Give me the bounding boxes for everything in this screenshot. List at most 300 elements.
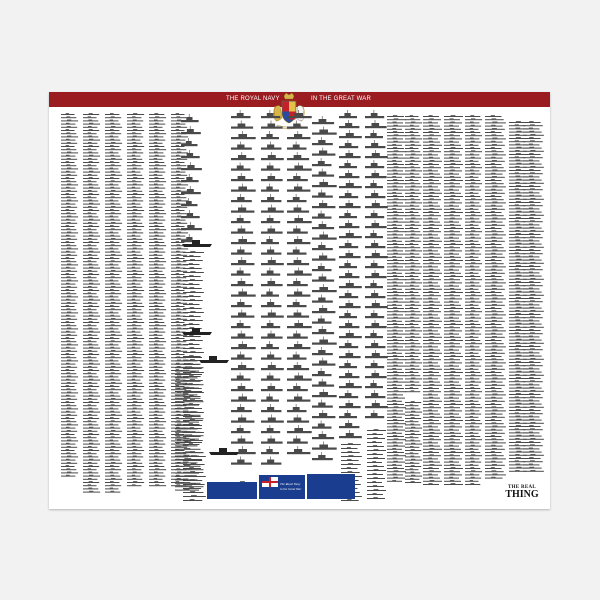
ship-silhouette — [83, 143, 97, 144]
ship-superstructure — [67, 184, 71, 185]
ship-silhouette — [485, 382, 503, 383]
ship-silhouette — [149, 133, 166, 134]
ship-superstructure — [176, 139, 180, 140]
ship-silhouette — [231, 389, 253, 391]
ship-silhouette — [61, 216, 78, 217]
ship-silhouette — [61, 341, 76, 342]
ship-superstructure — [410, 179, 413, 180]
ship-silhouette — [365, 136, 383, 138]
ship-silhouette — [83, 469, 97, 470]
ship-superstructure — [344, 313, 350, 316]
ship-superstructure — [516, 291, 521, 292]
ship-superstructure — [190, 419, 195, 420]
ship-silhouette — [405, 334, 419, 335]
ship-silhouette — [523, 279, 544, 280]
ship-superstructure — [67, 120, 71, 121]
ship-silhouette — [423, 420, 439, 421]
ship-silhouette — [405, 447, 419, 448]
ship-silhouette — [485, 286, 503, 287]
ship-superstructure — [471, 189, 475, 190]
ship-superstructure — [187, 153, 194, 156]
ship-superstructure — [294, 365, 302, 368]
ship-superstructure — [154, 334, 157, 335]
ship-silhouette — [312, 227, 334, 229]
ship-silhouette — [387, 308, 404, 309]
ship-superstructure — [88, 408, 92, 409]
ship-superstructure — [471, 205, 475, 206]
ship-superstructure — [370, 333, 376, 336]
ship-silhouette — [61, 264, 78, 265]
ship-silhouette — [61, 424, 78, 425]
ship-silhouette — [423, 234, 438, 235]
ship-superstructure — [392, 336, 396, 337]
ship-silhouette — [485, 260, 502, 261]
ship-silhouette — [387, 142, 405, 143]
ship-silhouette — [61, 258, 75, 259]
ship-silhouette — [367, 482, 382, 483]
ship-silhouette — [61, 421, 76, 422]
ship-superstructure — [267, 302, 274, 305]
ship-superstructure — [471, 278, 475, 279]
ship-superstructure — [471, 118, 475, 119]
ship-superstructure — [491, 461, 495, 462]
ship-superstructure — [410, 253, 414, 254]
ship-silhouette — [171, 165, 186, 166]
ship-silhouette — [523, 285, 543, 286]
ship-silhouette — [83, 476, 100, 477]
ship-silhouette — [523, 349, 543, 350]
ship-superstructure — [393, 186, 397, 187]
ship-silhouette — [465, 471, 482, 472]
ship-mast — [374, 190, 375, 193]
ship-silhouette — [83, 325, 97, 326]
ship-silhouette — [465, 414, 481, 415]
ship-superstructure — [451, 195, 456, 196]
ship-silhouette — [465, 346, 479, 347]
ship-superstructure — [110, 488, 113, 489]
ship-superstructure — [450, 474, 455, 475]
ship-silhouette — [523, 176, 540, 177]
ship-silhouette — [149, 242, 164, 243]
ship-superstructure — [346, 303, 354, 306]
ship-superstructure — [67, 376, 71, 377]
ship-superstructure — [516, 121, 521, 122]
ship-superstructure — [471, 317, 475, 318]
ship-silhouette — [83, 197, 97, 198]
ship-silhouette — [339, 126, 359, 128]
ship-superstructure — [470, 352, 473, 353]
ship-mast — [240, 110, 241, 113]
ship-superstructure — [451, 179, 456, 180]
ship-superstructure — [132, 180, 136, 181]
ship-superstructure — [111, 398, 115, 399]
ship-silhouette — [523, 154, 541, 155]
ship-silhouette — [261, 452, 279, 454]
ship-superstructure — [237, 407, 244, 410]
ship-superstructure — [430, 352, 435, 353]
ship-silhouette — [523, 148, 542, 149]
ship-superstructure — [411, 192, 415, 193]
ship-superstructure — [133, 184, 137, 185]
ship-silhouette — [61, 303, 77, 304]
ship-superstructure — [133, 353, 137, 354]
ship-superstructure — [516, 288, 521, 289]
ship-silhouette — [523, 196, 542, 197]
ship-silhouette — [339, 206, 361, 208]
ship-superstructure — [411, 128, 415, 129]
ship-superstructure — [184, 397, 190, 398]
battleship-silhouette — [199, 356, 229, 363]
ship-mast — [375, 200, 376, 203]
ship-superstructure — [266, 187, 272, 190]
ship-silhouette — [171, 140, 185, 141]
ship-silhouette — [405, 421, 419, 422]
ship-silhouette — [127, 460, 141, 461]
ship-silhouette — [261, 305, 281, 307]
ship-superstructure — [491, 163, 495, 164]
ship-silhouette — [312, 374, 332, 376]
ship-silhouette — [171, 236, 185, 237]
ship-silhouette — [105, 460, 120, 461]
ship-silhouette — [423, 394, 438, 395]
ship-superstructure — [450, 480, 454, 481]
ship-superstructure — [410, 408, 414, 409]
ship-silhouette — [485, 391, 504, 392]
ship-mast — [188, 198, 189, 201]
ship-superstructure — [516, 425, 521, 426]
ship-silhouette — [183, 472, 203, 473]
ship-superstructure — [492, 186, 497, 187]
ship-superstructure — [451, 227, 456, 228]
ship-superstructure — [470, 202, 474, 203]
ship-silhouette — [261, 127, 283, 129]
ship-superstructure — [516, 169, 521, 170]
ship-silhouette — [231, 326, 251, 328]
ship-superstructure — [450, 358, 454, 359]
ship-superstructure — [154, 302, 157, 303]
ship-superstructure — [88, 462, 92, 463]
ship-superstructure — [176, 193, 179, 194]
ship-superstructure — [515, 364, 519, 365]
ship-superstructure — [450, 278, 454, 279]
ship-mast — [322, 274, 323, 277]
ship-silhouette — [287, 326, 312, 328]
ship-mast — [373, 330, 374, 333]
ship-silhouette — [61, 200, 78, 201]
ship-superstructure — [294, 271, 303, 274]
ship-superstructure — [319, 151, 327, 154]
ship-silhouette — [105, 316, 120, 317]
ship-superstructure — [450, 346, 455, 347]
ship-superstructure — [88, 276, 91, 277]
ship-superstructure — [411, 240, 415, 241]
ship-silhouette — [171, 127, 187, 128]
ship-superstructure — [491, 429, 495, 430]
ship-silhouette — [365, 376, 387, 378]
ship-superstructure — [89, 459, 93, 460]
ship-mast — [321, 158, 322, 161]
ship-silhouette — [341, 464, 361, 465]
ship-silhouette — [423, 295, 441, 296]
ship-silhouette — [105, 364, 120, 365]
ship-silhouette — [61, 415, 77, 416]
ship-superstructure — [348, 455, 353, 456]
ship-superstructure — [515, 332, 519, 333]
ship-mast — [271, 173, 272, 176]
ship-silhouette — [465, 167, 482, 168]
ship-superstructure — [176, 116, 180, 117]
ship-superstructure — [530, 140, 535, 141]
ship-superstructure — [516, 243, 521, 244]
ship-mast — [240, 247, 241, 250]
ship-mast — [298, 163, 299, 166]
ship-silhouette — [61, 252, 75, 253]
ship-silhouette — [444, 423, 460, 424]
ship-silhouette — [485, 452, 502, 453]
ship-silhouette — [127, 319, 142, 320]
ship-superstructure — [450, 182, 454, 183]
ship-superstructure — [88, 180, 91, 181]
ship-superstructure — [393, 243, 397, 244]
ship-superstructure — [110, 184, 113, 185]
ship-superstructure — [267, 323, 274, 326]
ship-silhouette — [523, 352, 540, 353]
ship-silhouette — [61, 242, 75, 243]
ship-silhouette — [465, 215, 482, 216]
ship-silhouette — [405, 337, 421, 338]
ship-silhouette — [83, 204, 100, 205]
ship-superstructure — [110, 347, 114, 348]
ship-silhouette — [523, 410, 541, 411]
ship-superstructure — [66, 427, 70, 428]
ship-silhouette — [444, 292, 463, 293]
ship-superstructure — [176, 481, 179, 482]
ship-silhouette — [387, 350, 405, 351]
ship-silhouette — [405, 472, 420, 473]
ship-silhouette — [183, 272, 204, 273]
ship-superstructure — [267, 113, 274, 116]
ship-superstructure — [393, 349, 398, 350]
ship-superstructure — [237, 355, 244, 358]
ship-silhouette — [312, 427, 332, 429]
ship-superstructure — [268, 176, 276, 179]
ship-silhouette — [149, 479, 163, 480]
ship-silhouette — [149, 175, 163, 176]
ship-superstructure — [347, 447, 351, 448]
ship-superstructure — [111, 206, 115, 207]
ship-superstructure — [393, 138, 397, 139]
ship-silhouette — [387, 116, 404, 117]
ship-silhouette — [423, 132, 439, 133]
ship-superstructure — [190, 287, 195, 288]
ship-superstructure — [470, 416, 473, 417]
ship-silhouette — [465, 196, 480, 197]
ship-superstructure — [529, 336, 533, 337]
ship-silhouette — [231, 116, 251, 118]
ship-silhouette — [405, 289, 421, 290]
ship-superstructure — [185, 485, 192, 486]
ship-silhouette — [149, 428, 165, 429]
ship-silhouette — [127, 258, 144, 259]
ship-superstructure — [530, 371, 535, 372]
ship-superstructure — [470, 208, 473, 209]
ship-superstructure — [177, 344, 181, 345]
ship-silhouette — [183, 252, 204, 253]
ship-superstructure — [177, 126, 181, 127]
ship-silhouette — [183, 488, 201, 489]
ship-superstructure — [89, 193, 93, 194]
ship-superstructure — [394, 262, 399, 263]
ship-superstructure — [132, 324, 136, 325]
ship-silhouette — [105, 296, 119, 297]
ship-superstructure — [530, 227, 535, 228]
ship-silhouette — [405, 418, 421, 419]
ship-silhouette — [261, 316, 284, 318]
ship-silhouette — [405, 456, 420, 457]
ship-silhouette — [465, 206, 481, 207]
ship-superstructure — [470, 288, 473, 289]
ship-superstructure — [516, 377, 521, 378]
ship-silhouette — [149, 181, 166, 182]
ship-silhouette — [105, 216, 119, 217]
ship-silhouette — [287, 148, 307, 150]
ship-superstructure — [410, 163, 413, 164]
ship-silhouette — [485, 359, 504, 360]
ship-superstructure — [450, 288, 454, 289]
ship-silhouette — [287, 221, 312, 223]
ship-silhouette — [465, 318, 481, 319]
ship-silhouette — [523, 356, 542, 357]
ship-silhouette — [465, 142, 481, 143]
ship-superstructure — [451, 387, 456, 388]
ship-silhouette — [183, 376, 201, 377]
ship-silhouette — [171, 271, 187, 272]
ship-superstructure — [88, 308, 91, 309]
ship-superstructure — [392, 416, 396, 417]
ship-superstructure — [154, 449, 158, 450]
ship-silhouette — [465, 410, 479, 411]
ship-superstructure — [411, 449, 415, 450]
ship-superstructure — [346, 383, 354, 386]
ship-superstructure — [492, 320, 497, 321]
ship-silhouette — [485, 292, 502, 293]
ship-superstructure — [428, 122, 432, 123]
ship-superstructure — [133, 193, 137, 194]
ship-silhouette — [261, 179, 283, 181]
ship-silhouette — [261, 148, 281, 150]
ship-superstructure — [88, 264, 92, 265]
ship-silhouette — [127, 168, 143, 169]
ship-superstructure — [154, 280, 158, 281]
ship-silhouette — [485, 324, 502, 325]
ship-mast — [323, 358, 324, 361]
ship-superstructure — [450, 218, 455, 219]
ship-silhouette — [127, 424, 143, 425]
ship-superstructure — [530, 470, 535, 471]
ship-superstructure — [529, 304, 533, 305]
ship-superstructure — [89, 305, 93, 306]
ship-superstructure — [237, 113, 244, 116]
ship-silhouette — [465, 209, 479, 210]
ship-superstructure — [410, 365, 414, 366]
ship-silhouette — [105, 143, 122, 144]
ship-silhouette — [171, 188, 185, 189]
ship-superstructure — [392, 208, 396, 209]
ship-superstructure — [393, 381, 398, 382]
ship-superstructure — [133, 424, 137, 425]
ship-superstructure — [177, 216, 181, 217]
ship-superstructure — [132, 270, 136, 271]
ship-silhouette — [523, 407, 544, 408]
ship-silhouette — [423, 484, 439, 485]
ship-silhouette — [365, 166, 384, 168]
ship-silhouette — [365, 366, 384, 368]
ship-silhouette — [105, 114, 119, 115]
ship-superstructure — [88, 212, 91, 213]
ship-silhouette — [405, 372, 419, 373]
ship-superstructure — [429, 134, 434, 135]
ship-superstructure — [154, 478, 157, 479]
ship-silhouette — [171, 258, 185, 259]
ship-superstructure — [451, 259, 456, 260]
ship-silhouette — [465, 282, 479, 283]
ship-silhouette — [465, 302, 481, 303]
ship-silhouette — [149, 172, 165, 173]
ship-superstructure — [470, 378, 474, 379]
ship-superstructure — [411, 282, 415, 283]
ship-superstructure — [110, 305, 114, 306]
ship-superstructure — [515, 374, 519, 375]
ship-superstructure — [154, 248, 158, 249]
ship-superstructure — [429, 198, 434, 199]
ship-superstructure — [430, 256, 435, 257]
ship-silhouette — [485, 298, 506, 299]
ship-superstructure — [410, 339, 413, 340]
ship-silhouette — [312, 364, 335, 366]
ship-superstructure — [516, 275, 521, 276]
ship-silhouette — [149, 364, 165, 365]
ship-superstructure — [471, 445, 475, 446]
ship-silhouette — [105, 242, 119, 243]
ship-superstructure — [66, 436, 70, 437]
ship-superstructure — [133, 289, 137, 290]
ship-superstructure — [471, 349, 475, 350]
ship-silhouette — [367, 486, 384, 487]
ship-superstructure — [428, 266, 432, 267]
ship-superstructure — [66, 177, 69, 178]
ship-superstructure — [393, 410, 397, 411]
ship-silhouette — [485, 282, 506, 283]
ship-superstructure — [88, 174, 92, 175]
ship-superstructure — [411, 304, 415, 305]
ship-superstructure — [429, 445, 433, 446]
ship-superstructure — [176, 331, 180, 332]
ship-superstructure — [176, 257, 179, 258]
ship-superstructure — [516, 393, 521, 394]
ship-silhouette — [183, 348, 202, 349]
ship-superstructure — [294, 428, 303, 431]
ship-silhouette — [465, 129, 479, 130]
ship-silhouette — [127, 162, 144, 163]
ship-silhouette — [231, 148, 252, 150]
ship-superstructure — [429, 131, 433, 132]
ship-superstructure — [111, 132, 115, 133]
ship-silhouette — [405, 340, 419, 341]
ship-superstructure — [66, 369, 69, 370]
ship-mast — [270, 247, 271, 250]
ship-superstructure — [154, 424, 158, 425]
ship-superstructure — [133, 321, 137, 322]
